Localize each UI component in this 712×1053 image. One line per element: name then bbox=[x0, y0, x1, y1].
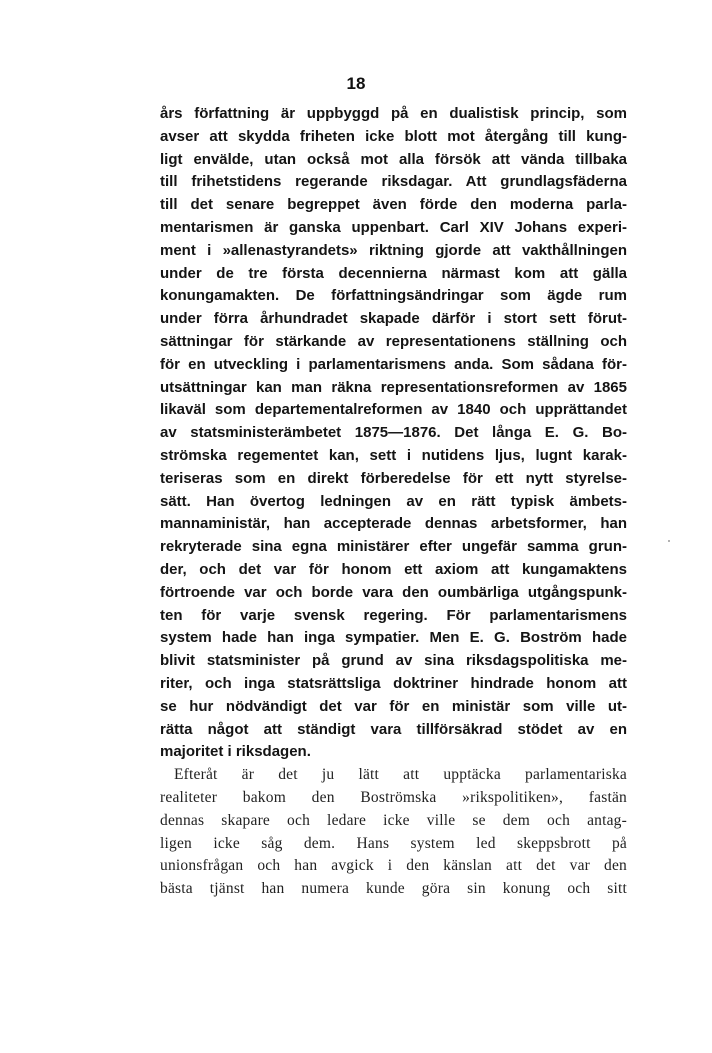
text-line: till frihetstidens regerande riksdagar. Att grundlagsfäderna bbox=[160, 173, 627, 191]
text-line: rätta något att ständigt vara tillförsäkrad stödet av en bbox=[160, 720, 627, 738]
paragraph-end-line: majoritet i riksdagen. bbox=[160, 743, 311, 761]
text-line: system hade han inga sympatier. Men E. G. Boström hade bbox=[160, 629, 627, 647]
body-text bbox=[160, 103, 627, 901]
text-line: utsättningar kan man räkna representationsreformen av 1865 bbox=[160, 378, 627, 396]
text-line: dennas skapare och ledare icke ville se dem och antag- bbox=[160, 811, 627, 829]
text-line: ligt envälde, utan också mot alla försök att vända tillbaka bbox=[160, 150, 627, 168]
text-line: ligen icke såg dem. Hans system led skeppsbrott på bbox=[160, 834, 627, 852]
text-line: ten för varje svensk regering. För parlamentarismens bbox=[160, 606, 627, 624]
text-line: av statsministerämbetet 1875—1876. Det långa E. G. Bo- bbox=[160, 424, 627, 442]
text-line: likaväl som departementalreformen av 1840 och upprättandet bbox=[160, 401, 627, 419]
text-line: konungamakten. De författningsändringar som ägde rum bbox=[160, 287, 627, 305]
text-line: under de tre första decennierna närmast kom att gälla bbox=[160, 264, 627, 282]
text-line: mentarismen är ganska uppenbart. Carl XIV Johans experi- bbox=[160, 218, 627, 236]
text-line: sätt. Han övertog ledningen av en rätt typisk ämbets- bbox=[160, 492, 627, 510]
text-line: under förra århundradet skapade därför i stort sett förut- bbox=[160, 310, 627, 328]
scan-speck bbox=[668, 540, 670, 542]
text-line: mannaministär, han accepterade dennas arbetsformer, han bbox=[160, 515, 627, 533]
page-number: 18 bbox=[346, 74, 366, 93]
text-line: unionsfrågan och han avgick i den känslan att det var den bbox=[160, 857, 627, 875]
text-line: förtroende var och borde vara den oumbärliga utgångspunk- bbox=[160, 583, 627, 601]
text-line: till det senare begreppet även förde den moderna parla- bbox=[160, 196, 627, 214]
text-line: rekryterade sina egna ministärer efter ungefär samma grun- bbox=[160, 538, 627, 556]
text-line: års författning är uppbyggd på en dualistisk princip, som bbox=[160, 105, 627, 122]
text-line: blivit statsminister på grund av sina riksdagspolitiska me- bbox=[160, 652, 627, 670]
text-line: bästa tjänst han numera kunde göra sin konung och sitt bbox=[160, 880, 627, 898]
text-line: se hur nödvändigt det var för en ministär som ville ut- bbox=[160, 697, 627, 715]
text-line: riter, och inga statsrättsliga doktriner hindrade honom att bbox=[160, 674, 627, 692]
text-line: realiteter bakom den Boströmska »rikspolitiken», fastän bbox=[160, 788, 627, 806]
text-line: teriseras som en direkt förberedelse för ett nytt styrelse- bbox=[160, 469, 627, 487]
text-line: der, och det var för honom ett axiom att kungamaktens bbox=[160, 560, 627, 578]
paragraph-start-line: Efteråt är det ju lätt att upptäcka parlamentariska bbox=[174, 766, 627, 784]
text-line: sättningar för stärkande av representationens ställning och bbox=[160, 332, 627, 350]
text-line: strömska regementet kan, sett i nutidens ljus, lugnt karak- bbox=[160, 446, 627, 464]
text-line: avser att skydda friheten icke blott mot återgång till kung- bbox=[160, 127, 627, 145]
text-line: för en utveckling i parlamentarismens anda. Som sådana för- bbox=[160, 355, 627, 373]
text-line: ment i »allenastyrandets» riktning gjorde att vakthållningen bbox=[160, 241, 627, 259]
